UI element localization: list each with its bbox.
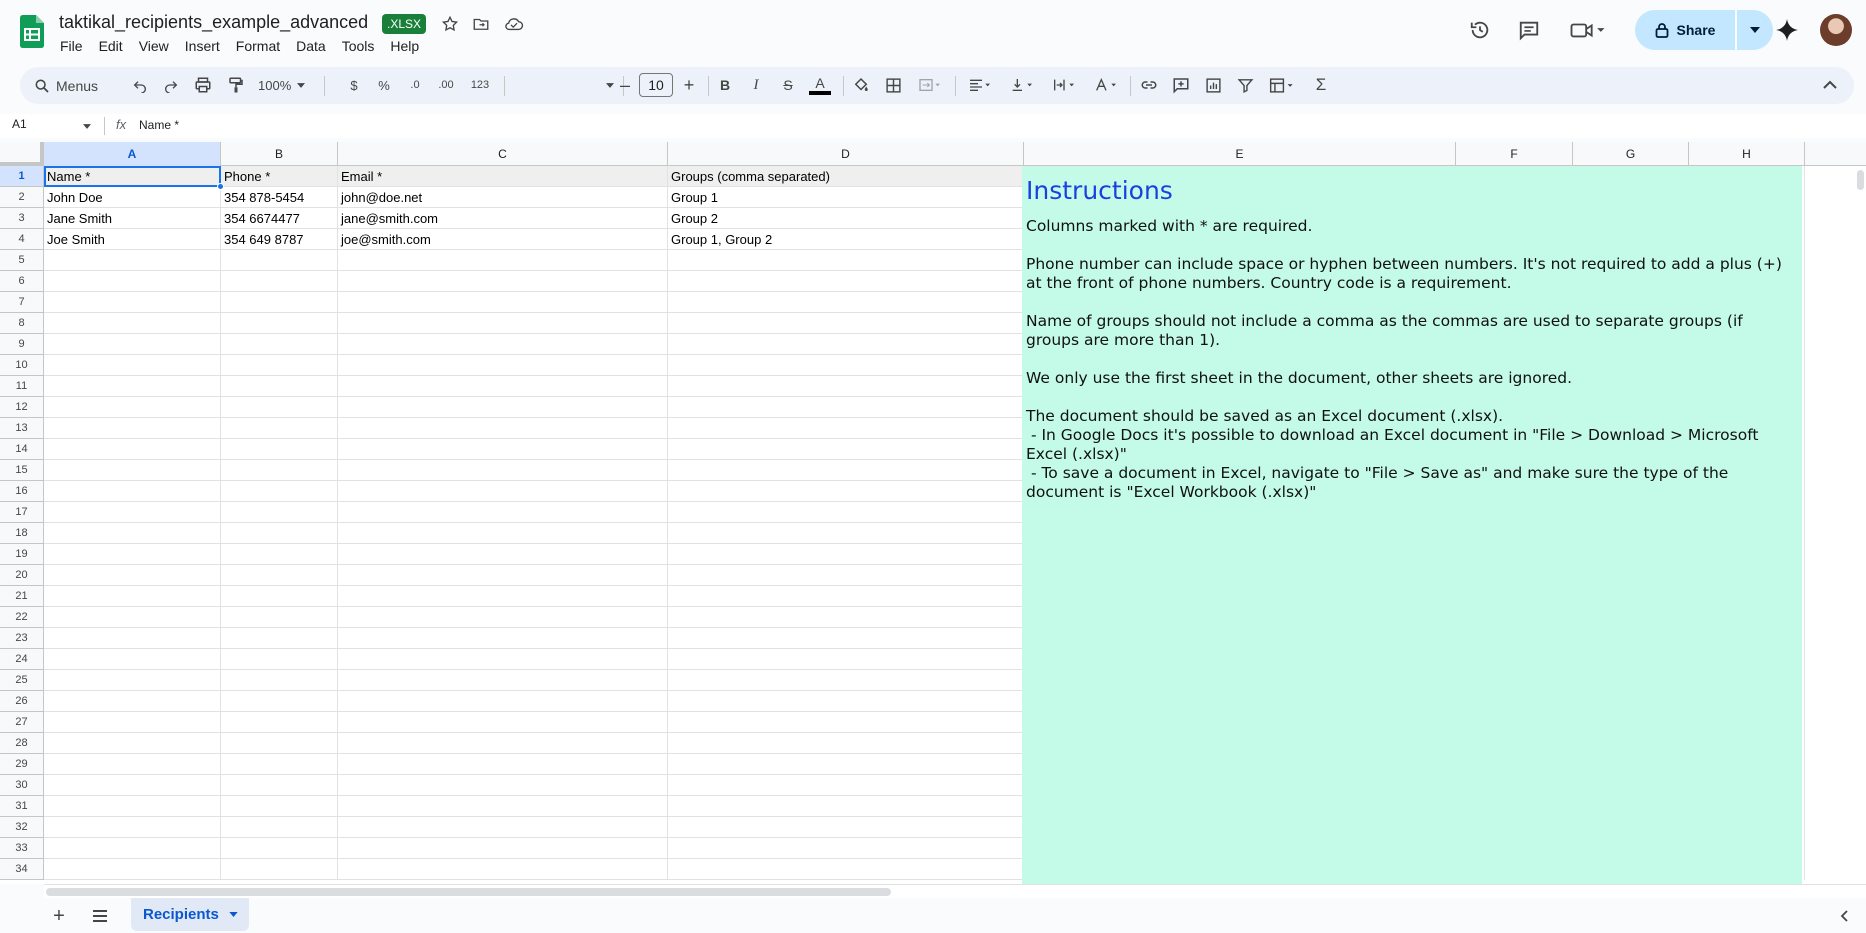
fill-color-icon[interactable] bbox=[850, 73, 872, 97]
menus-search[interactable] bbox=[28, 72, 123, 99]
row-header-33[interactable]: 33 bbox=[0, 838, 44, 859]
column-headers bbox=[0, 142, 1866, 166]
row-gridline bbox=[44, 879, 1024, 880]
row-header-12[interactable]: 12 bbox=[0, 397, 44, 418]
merge-cells-icon[interactable] bbox=[913, 73, 947, 97]
row-gridline bbox=[44, 753, 1024, 754]
row-header-31[interactable]: 31 bbox=[0, 796, 44, 817]
toolbar-divider bbox=[504, 76, 505, 96]
data-cell[interactable]: joe@smith.com bbox=[341, 232, 431, 247]
select-all-corner[interactable] bbox=[0, 142, 44, 166]
version-history-icon[interactable] bbox=[1464, 14, 1496, 46]
zoom-value: 100% bbox=[258, 77, 292, 93]
format-percent-button[interactable]: % bbox=[378, 77, 390, 93]
row-header-4[interactable]: 4 bbox=[0, 229, 44, 250]
menu-format[interactable]: Format bbox=[235, 38, 281, 54]
redo-icon[interactable] bbox=[162, 73, 180, 97]
row-header-20[interactable]: 20 bbox=[0, 565, 44, 586]
filter-icon[interactable] bbox=[1234, 73, 1256, 97]
chevron-left-icon[interactable] bbox=[1834, 904, 1854, 928]
row-header-24[interactable]: 24 bbox=[0, 649, 44, 670]
text-color-label: A bbox=[815, 74, 825, 91]
data-cell[interactable]: Group 2 bbox=[671, 211, 718, 226]
spreadsheet-grid[interactable] bbox=[0, 142, 1866, 884]
meet-call-icon[interactable] bbox=[1565, 14, 1611, 46]
row-gridline bbox=[44, 732, 1024, 733]
formula-input[interactable]: Name * bbox=[139, 118, 180, 132]
format-currency-button[interactable]: $ bbox=[350, 77, 358, 93]
comments-icon[interactable] bbox=[1513, 14, 1545, 46]
row-gridline bbox=[44, 585, 1024, 586]
row-gridline bbox=[44, 417, 1024, 418]
column-header-d[interactable]: D bbox=[668, 142, 1024, 166]
column-header-e[interactable]: E bbox=[1024, 142, 1456, 166]
row-header-15[interactable]: 15 bbox=[0, 460, 44, 481]
share-group bbox=[1635, 10, 1773, 50]
row-header-2[interactable]: 2 bbox=[0, 187, 44, 208]
lock-icon bbox=[1655, 22, 1669, 38]
share-label: Share bbox=[1676, 22, 1716, 38]
row-header-34[interactable]: 34 bbox=[0, 859, 44, 880]
menu-insert[interactable]: Insert bbox=[184, 38, 220, 54]
row-gridline bbox=[44, 249, 1024, 250]
row-header-29[interactable]: 29 bbox=[0, 754, 44, 775]
toolbar-divider bbox=[843, 76, 844, 96]
row-header-16[interactable]: 16 bbox=[0, 481, 44, 502]
row-header-1[interactable]: 1 bbox=[0, 166, 44, 187]
vertical-scrollbar[interactable] bbox=[1855, 166, 1866, 884]
row-gridline bbox=[44, 648, 1024, 649]
star-icon[interactable] bbox=[439, 13, 461, 35]
toolbar-divider bbox=[324, 76, 325, 96]
collapse-toolbar-icon[interactable] bbox=[1820, 73, 1840, 97]
row-gridline bbox=[44, 816, 1024, 817]
row-gridline bbox=[44, 795, 1024, 796]
row-header-9[interactable]: 9 bbox=[0, 334, 44, 355]
instruction-groups: Name of groups should not include a comma as the commas are used to separate groups (if groups are more than 1). bbox=[1026, 312, 1748, 349]
more-formats-button[interactable]: 123 bbox=[470, 79, 490, 91]
vertical-align-icon[interactable] bbox=[1006, 73, 1038, 97]
header-cell[interactable]: Groups (comma separated) bbox=[671, 169, 830, 184]
row-gridline bbox=[44, 291, 1024, 292]
row-gridline bbox=[44, 690, 1024, 691]
column-header-g[interactable]: G bbox=[1573, 142, 1689, 166]
row-header-25[interactable]: 25 bbox=[0, 670, 44, 691]
toolbar-divider bbox=[1130, 76, 1131, 96]
name-box[interactable]: A1 bbox=[12, 117, 27, 131]
row-header-17[interactable]: 17 bbox=[0, 502, 44, 523]
row-header-8[interactable]: 8 bbox=[0, 313, 44, 334]
row-header-5[interactable]: 5 bbox=[0, 250, 44, 271]
row-gridline bbox=[44, 501, 1024, 502]
row-gridline bbox=[44, 459, 1024, 460]
column-gridline bbox=[337, 166, 338, 880]
column-gridline bbox=[667, 166, 668, 880]
row-header-22[interactable]: 22 bbox=[0, 607, 44, 628]
column-header-h[interactable]: H bbox=[1689, 142, 1805, 166]
menu-file[interactable]: File bbox=[60, 38, 83, 54]
row-gridline bbox=[44, 627, 1024, 628]
row-header-14[interactable]: 14 bbox=[0, 439, 44, 460]
data-cell[interactable]: Group 1 bbox=[671, 190, 718, 205]
horizontal-scroll-thumb[interactable] bbox=[46, 888, 891, 896]
row-header-19[interactable]: 19 bbox=[0, 544, 44, 565]
row-header-27[interactable]: 27 bbox=[0, 712, 44, 733]
row-header-23[interactable]: 23 bbox=[0, 628, 44, 649]
row-gridline bbox=[44, 312, 1024, 313]
row-header-28[interactable]: 28 bbox=[0, 733, 44, 754]
increase-decimal-button[interactable]: .00 bbox=[438, 79, 454, 91]
paint-format-icon[interactable] bbox=[226, 73, 246, 97]
instructions-panel[interactable] bbox=[1022, 166, 1802, 884]
print-icon[interactable] bbox=[193, 73, 213, 97]
row-gridline bbox=[44, 858, 1024, 859]
move-folder-icon[interactable] bbox=[470, 13, 492, 35]
row-gridline bbox=[44, 774, 1024, 775]
share-dropdown-button[interactable] bbox=[1737, 10, 1773, 50]
row-gridline bbox=[44, 228, 1024, 229]
insert-chart-icon[interactable] bbox=[1202, 73, 1224, 97]
undo-icon[interactable] bbox=[131, 73, 149, 97]
data-cell[interactable]: Joe Smith bbox=[47, 232, 105, 247]
column-gridline bbox=[220, 166, 221, 880]
row-gridline bbox=[44, 354, 1024, 355]
data-cell[interactable]: John Doe bbox=[47, 190, 103, 205]
menu-help[interactable]: Help bbox=[390, 38, 420, 54]
caret-down-icon bbox=[606, 83, 614, 88]
column-header-c[interactable]: C bbox=[338, 142, 668, 166]
column-header-f[interactable]: F bbox=[1456, 142, 1573, 166]
data-cell[interactable]: Jane Smith bbox=[47, 211, 113, 226]
row-gridline bbox=[44, 207, 1024, 208]
row-gridline bbox=[44, 543, 1024, 544]
row-gridline bbox=[44, 837, 1024, 838]
column-header-b[interactable]: B bbox=[221, 142, 338, 166]
menu-view[interactable]: View bbox=[138, 38, 169, 54]
vertical-scroll-thumb[interactable] bbox=[1857, 170, 1864, 190]
row-gridline bbox=[44, 711, 1024, 712]
column-gridline bbox=[1804, 166, 1805, 880]
header-cell[interactable]: Name * bbox=[47, 169, 91, 184]
strikethrough-button[interactable]: S bbox=[783, 77, 793, 93]
title-bar bbox=[0, 0, 1866, 60]
text-color-swatch bbox=[809, 91, 831, 95]
borders-icon[interactable] bbox=[882, 73, 904, 97]
row-header-30[interactable]: 30 bbox=[0, 775, 44, 796]
menus-search-label: Menus bbox=[56, 77, 99, 94]
insert-comment-icon[interactable] bbox=[1170, 73, 1192, 97]
row-header-7[interactable]: 7 bbox=[0, 292, 44, 313]
menu-edit[interactable]: Edit bbox=[98, 38, 123, 54]
decrease-decimal-button[interactable]: .0 bbox=[410, 79, 420, 91]
sheet-tab-label: Recipients bbox=[143, 906, 219, 923]
header-cell[interactable]: Email * bbox=[341, 169, 383, 184]
insert-link-icon[interactable] bbox=[1138, 73, 1160, 97]
row-gridline bbox=[44, 606, 1024, 607]
row-header-10[interactable]: 10 bbox=[0, 355, 44, 376]
user-avatar[interactable] bbox=[1820, 14, 1852, 46]
column-header-a[interactable]: A bbox=[44, 142, 221, 166]
row-gridline bbox=[44, 375, 1024, 376]
sheet-bar bbox=[0, 898, 1866, 933]
row-header-11[interactable]: 11 bbox=[0, 376, 44, 397]
row-gridline bbox=[44, 522, 1024, 523]
formula-bar-divider bbox=[104, 117, 105, 135]
toolbar bbox=[20, 67, 1854, 104]
gemini-icon[interactable] bbox=[1771, 14, 1803, 46]
formula-bar bbox=[0, 114, 1866, 138]
file-format-badge: .XLSX bbox=[382, 14, 426, 34]
row-gridline bbox=[44, 564, 1024, 565]
decrease-font-size-button[interactable]: – bbox=[619, 74, 630, 95]
filter-views-icon[interactable] bbox=[1264, 73, 1300, 97]
horizontal-scrollbar[interactable] bbox=[44, 884, 1866, 898]
row-header-26[interactable]: 26 bbox=[0, 691, 44, 712]
sheets-logo-icon[interactable] bbox=[20, 15, 44, 48]
font-family-select[interactable] bbox=[510, 73, 614, 97]
sheet-tab-recipients[interactable] bbox=[131, 898, 249, 931]
caret-down-icon bbox=[297, 83, 305, 88]
text-rotation-icon[interactable] bbox=[1090, 73, 1122, 97]
all-sheets-icon[interactable] bbox=[88, 904, 112, 928]
row-header-13[interactable]: 13 bbox=[0, 418, 44, 439]
row-gridline bbox=[44, 438, 1024, 439]
share-button[interactable] bbox=[1635, 10, 1735, 50]
menu-data[interactable]: Data bbox=[296, 38, 326, 54]
functions-button[interactable]: Σ bbox=[1315, 75, 1327, 94]
toolbar-divider bbox=[708, 76, 709, 96]
horizontal-align-icon[interactable] bbox=[964, 73, 996, 97]
instruction-required: Columns marked with * are required. bbox=[1026, 217, 1313, 235]
data-cell[interactable]: 354 878-5454 bbox=[224, 190, 305, 205]
row-header-32[interactable]: 32 bbox=[0, 817, 44, 838]
text-color-button[interactable] bbox=[808, 73, 832, 97]
row-gridline bbox=[44, 669, 1024, 670]
row-header-3[interactable]: 3 bbox=[0, 208, 44, 229]
row-gridline bbox=[44, 480, 1024, 481]
fx-icon: fx bbox=[116, 117, 127, 132]
increase-font-size-button[interactable]: + bbox=[683, 74, 695, 95]
row-gridline bbox=[44, 396, 1024, 397]
toolbar-divider bbox=[955, 76, 956, 96]
menu-tools[interactable]: Tools bbox=[341, 38, 375, 54]
bold-button[interactable]: B bbox=[719, 77, 731, 93]
row-header-6[interactable]: 6 bbox=[0, 271, 44, 292]
instruction-save-format: The document should be saved as an Excel document (.xlsx). - In Google Docs it's possible to download an Excel document in "File > Download > Microsoft Excel (.xlsx)" - To save a document in Excel, navigate to "File > Save as" and make sure the type of the document is "Excel Workbook (.xlsx)" bbox=[1026, 407, 1759, 501]
row-gridline bbox=[44, 333, 1024, 334]
row-header-21[interactable]: 21 bbox=[0, 586, 44, 607]
data-cell[interactable]: john@doe.net bbox=[341, 190, 423, 205]
data-cell[interactable]: Group 1, Group 2 bbox=[671, 232, 773, 247]
row-header-18[interactable]: 18 bbox=[0, 523, 44, 544]
data-cell[interactable]: jane@smith.com bbox=[341, 211, 439, 226]
zoom-select[interactable] bbox=[258, 73, 310, 97]
instruction-phone: Phone number can include space or hyphen between numbers. It's not required to add a plus (+) at the front of phone numbers. Country code is a requirement. bbox=[1026, 255, 1787, 292]
fill-handle[interactable] bbox=[217, 183, 224, 190]
caret-down-icon bbox=[1750, 27, 1760, 33]
header-cell[interactable]: Phone * bbox=[224, 169, 271, 184]
data-cell[interactable]: 354 649 8787 bbox=[224, 232, 304, 247]
instructions-title: Instructions bbox=[1026, 176, 1173, 205]
instruction-first-sheet: We only use the first sheet in the document, other sheets are ignored. bbox=[1026, 369, 1573, 387]
data-cell[interactable]: 354 6674477 bbox=[224, 211, 300, 226]
document-title[interactable]: taktikal_recipients_example_advanced bbox=[59, 12, 369, 32]
caret-down-icon[interactable] bbox=[229, 912, 238, 917]
cloud-status-icon[interactable] bbox=[503, 13, 525, 35]
add-sheet-icon[interactable]: + bbox=[53, 904, 65, 927]
text-wrapping-icon[interactable] bbox=[1048, 73, 1080, 97]
menu-bar bbox=[52, 36, 427, 56]
italic-button[interactable]: I bbox=[753, 76, 759, 93]
row-gridline bbox=[44, 270, 1024, 271]
caret-down-icon[interactable] bbox=[83, 124, 91, 129]
search-icon bbox=[34, 78, 50, 94]
font-size-input[interactable]: 10 bbox=[639, 73, 673, 97]
active-cell-selection bbox=[44, 166, 221, 187]
